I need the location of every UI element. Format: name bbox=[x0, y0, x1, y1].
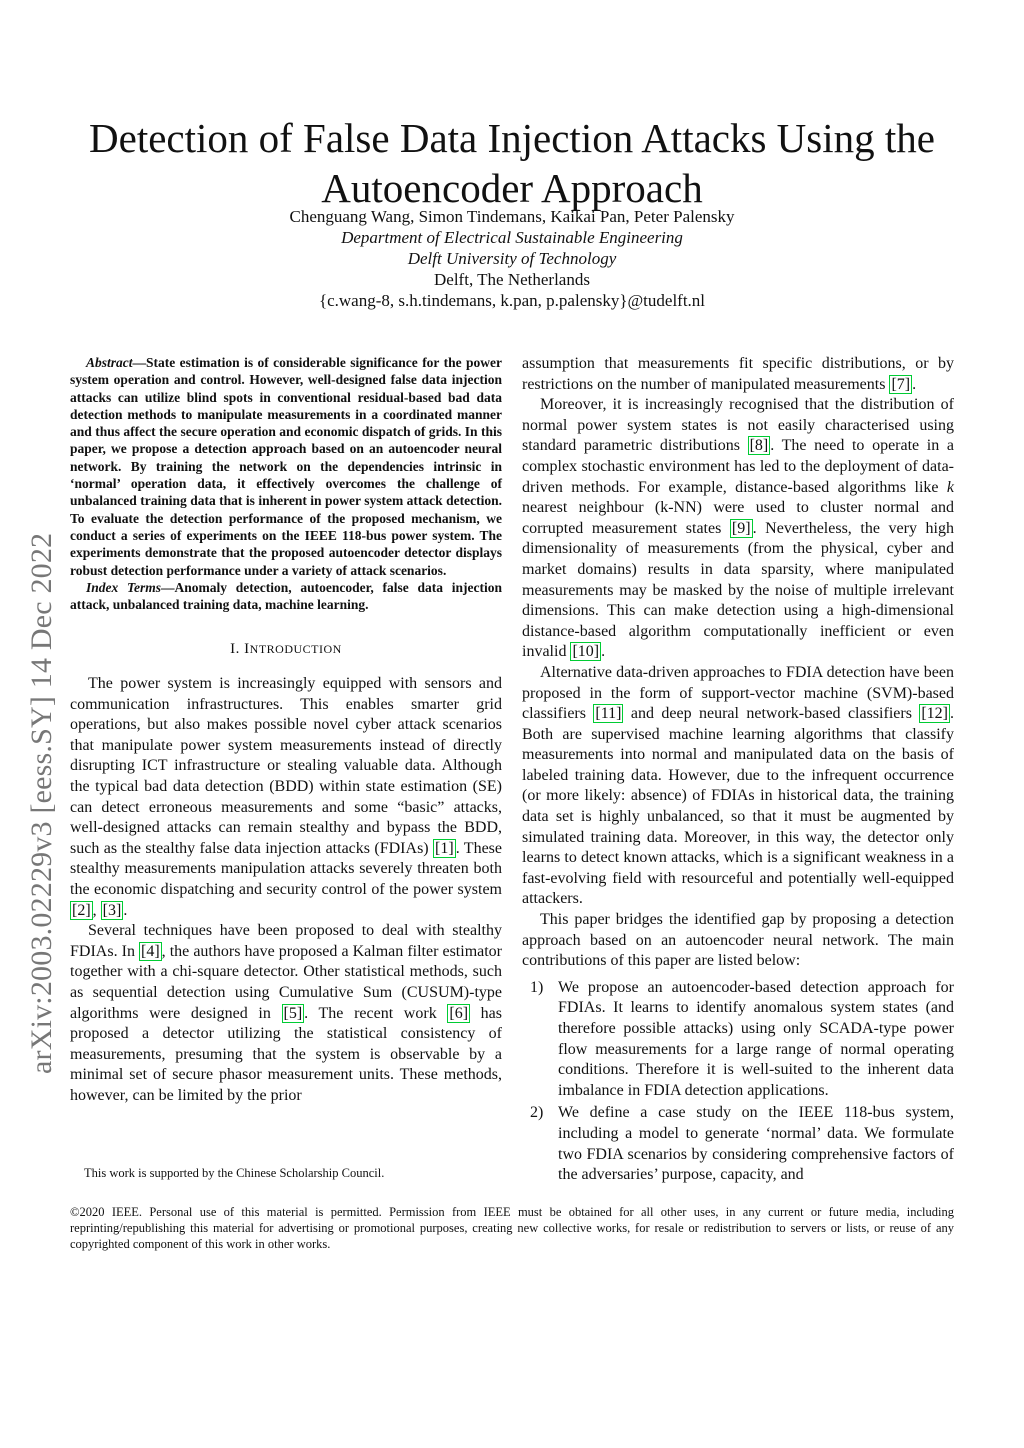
right-paragraph-2: Moreover, it is increasingly recognised that the distribution of normal power system states is not easily characterised using standard parametric distributions [8] . The need to operate in a complex stochastic environment has led to the deployment of data-driven methods. For example, distance-based algorithms like k nearest neighbour (k-NN) were used to cluster normal and corrupted measurement states [9] . Nevertheless, the very high dimensionality of measurements (from the physical, cyber and market domains) results in data sparsity, where manipulated measurements may be masked by the noise of multiple irrelevant dimensions. This can make detection using a high-dimensional distance-based algorithm computationally inefficient or even invalid [10] . bbox=[522, 396, 955, 661]
left-column bbox=[70, 354, 502, 1107]
section-title-initial: I bbox=[244, 641, 250, 658]
list-item-text: We propose an autoencoder-based detection approach for FDIAs. It learns to identify anomalous system states (and therefore possible attacks) using only SCADA-type power flow measurements for a large range of normal operating conditions. Therefore it is well-suited to the inherent data imbalance in FDIA detection applications. bbox=[558, 978, 954, 1099]
citation-link-12[interactable]: [12] bbox=[921, 705, 948, 723]
footnote: This work is supported by the Chinese Scholarship Council. bbox=[84, 1166, 385, 1180]
affiliation-city: Delft, The Netherlands bbox=[434, 270, 590, 289]
section-title-rest: NTRODUCTION bbox=[249, 642, 342, 657]
citation-link-3[interactable]: [3] bbox=[102, 901, 122, 919]
citation-link-5[interactable]: [5] bbox=[283, 1004, 303, 1022]
list-item-number: 1) bbox=[530, 978, 544, 996]
author-block bbox=[60, 206, 964, 311]
section-heading-introduction bbox=[70, 639, 502, 660]
intro-paragraph-1: The power system is increasingly equipped with sensors and communication infrastructures. This enables smarter grid operations, but also makes possible novel cyber attack scenarios that manipulate power system measurements instead of directly disrupting ICT infrastructure or stealing valuable data. Although the typical bad data detection (BDD) within state estimation (SE) can detect erroneous measurements and some “basic” attacks, well-designed attacks can remain stealthy and bypass the BDD, such as the stealthy false data injection attacks (FDIAs) [1] . These stealthy measurements manipulation attacks severely threaten both the economic dispatching and security control of the power system [2] , [3] . bbox=[70, 675, 502, 919]
list-item-text: We define a case study on the IEEE 118-bus system, including a model to generate ‘normal’ data. We formulate two FDIA scenarios by considering comprehensive factors of the adversaries’ purpose, capacity, and bbox=[558, 1104, 954, 1184]
citation-link-9[interactable]: [9] bbox=[731, 519, 751, 537]
right-paragraph-4: This paper bridges the identified gap by proposing a detection approach based on an autoencoder neural network. The main contributions of this paper are listed below: bbox=[522, 911, 954, 970]
abstract-text: —State estimation is of considerable significance for the power system operation and control. However, well-designed false data injection attacks can utilize blind spots in conventional residual-based bad data detection methods to manipulate measurements in a coordinated manner and thus affect the secure operation and economic dispatch of grids. In this paper, we propose a detection approach based on an autoencoder neural network. By training the network on the dependencies intrinsic in ‘normal’ operation data, it effectively overcomes the challenge of unbalanced training data that is inherent in power system attack detection. To evaluate the detection performance of the proposed mechanism, we conduct a series of experiments on the IEEE 118-bus power system. The experiments demonstrate that the proposed autoencoder detector displays robust detection performance under a variety of attack scenarios. bbox=[70, 355, 502, 578]
abstract bbox=[70, 354, 502, 613]
intro-paragraph-2: Several techniques have been proposed to deal with stealthy FDIAs. In [4] , the authors have proposed a Kalman filter estimator together with a chi-square detector. Other statistical methods, such as sequential detection using Cumulative Sum (CUSUM)-type algorithms were designed in [5] . The recent work [6] has proposed a detector utilizing the statistical consistency of measurements, presuming that the system is observable by a minimal set of secure phasor measurement units. These methods, however, can be limited by the prior bbox=[70, 922, 503, 1104]
list-item bbox=[522, 1103, 954, 1185]
right-column bbox=[522, 354, 954, 1188]
citation-link-6[interactable]: [6] bbox=[449, 1004, 469, 1022]
list-item-number: 2) bbox=[530, 1104, 544, 1122]
citation-link-4[interactable]: [4] bbox=[141, 942, 160, 960]
list-item bbox=[522, 978, 954, 1102]
citation-link-8[interactable]: [8] bbox=[749, 437, 769, 455]
copyright-notice: ©2020 IEEE. Personal use of this material is permitted. Permission from IEEE must be obtained for all other uses, in any current or future media, including reprinting/republishing this material for advertising or promotional purposes, creating new collective works, for resale or redistribution to servers or lists, or reuse of any copyrighted component of this work in other works. bbox=[70, 1205, 954, 1251]
abstract-label: Abstract bbox=[86, 355, 133, 370]
citation-link-11[interactable]: [11] bbox=[595, 705, 622, 723]
right-paragraph-3: Alternative data-driven approaches to FDIA detection have been proposed in the form of support-vector machine (SVM)-based classifiers [11] and deep neural network-based classifiers [12] . Both are supervised machine learning algorithms that classify measurements into normal and manipulated data on the basis of labeled training data. However, due to the infrequent occurrence (or more likely: absence) of FDIAs in historical data, the training data set is highly unbalanced, so that it must be augmented by simulated training data. Moreover, in this way, the detector only learns to detect known attacks, which is a significant weakness in a fast-evolving field with resourceful and potentially well-equipped attackers. bbox=[522, 663, 954, 908]
affiliation-university: Delft University of Technology bbox=[407, 249, 617, 268]
citation-link-7[interactable]: [7] bbox=[891, 375, 911, 393]
title-line-2: Autoencoder Approach bbox=[321, 165, 703, 212]
author-emails: {c.wang-8, s.h.tindemans, k.pan, p.palensky}@tudelft.nl bbox=[318, 291, 706, 310]
author-names: Chenguang Wang, Simon Tindemans, Kaikai Pan, Peter Palensky bbox=[289, 207, 735, 226]
right-paragraph-1: assumption that measurements fit specific distributions, or by restrictions on the number of manipulated measurements [7] . bbox=[522, 355, 954, 393]
arxiv-watermark: arXiv:2003.02229v3 [eess.SY] 14 Dec 2022 bbox=[25, 532, 58, 1074]
paper-title bbox=[60, 113, 964, 213]
variable-k: k bbox=[946, 478, 954, 496]
affiliation-department: Department of Electrical Sustainable Engineering bbox=[341, 228, 683, 247]
section-number: I. bbox=[230, 641, 240, 658]
citation-link-1[interactable]: [1] bbox=[435, 839, 454, 857]
index-terms-label: Index Terms bbox=[86, 579, 162, 595]
citation-link-10[interactable]: [10] bbox=[572, 643, 600, 661]
index-terms-text: —Anomaly detection, autoencoder, false data injection attack, unbalanced training data, machine learning. bbox=[70, 579, 502, 613]
contributions-list bbox=[522, 978, 954, 1186]
title-line-1: Detection of False Data Injection Attacks Using the bbox=[89, 115, 935, 162]
citation-link-2[interactable]: [2] bbox=[72, 901, 91, 919]
